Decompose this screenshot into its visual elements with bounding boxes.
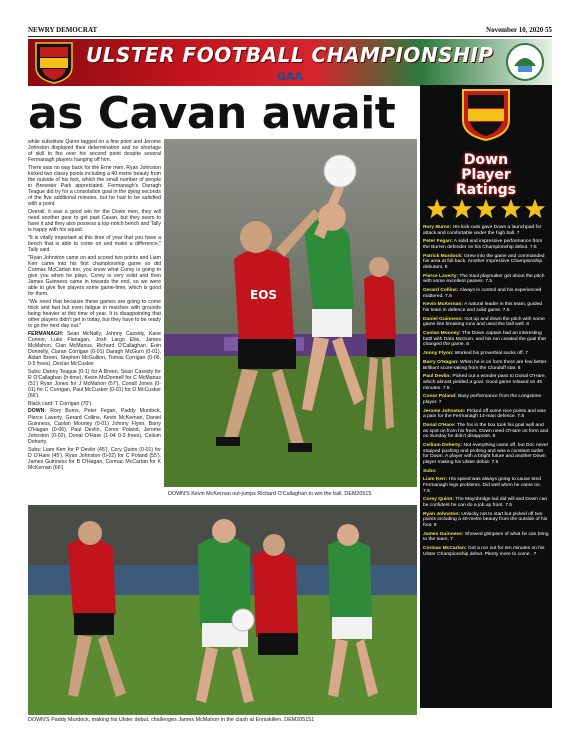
rating-entry (423, 331, 549, 348)
issue-date: November 10, 2020 55 (486, 26, 552, 34)
down-crest-icon (34, 41, 74, 84)
player-name: Liam Kerr: (423, 477, 448, 483)
article-paragraph: Overall, it was a good win for the Down men, they will need another gear to get past Cavan, but they seem to have it and they also possess a top-notch bench and Tally is happy with his squad. (28, 209, 161, 234)
second-photo-image (28, 505, 417, 715)
player-rating-text: The Saul playmaker got about the pitch with some excellent passes. 7.5 (423, 273, 545, 285)
player-name: Ceilium Doherty: (423, 443, 463, 449)
star-icon (451, 198, 473, 220)
player-name: Donal O'Hare: (423, 423, 456, 429)
player-rating-text: Worked his proverbial socks off. 7 (454, 351, 529, 357)
player-ratings-panel (420, 85, 552, 708)
player-name: Conor Poland: (423, 394, 457, 400)
player-name: Daniel Guinness: (423, 316, 463, 322)
player-rating-text: The Down captain had an interesting battl with Dara McGurn, and his run created the goal that changed the game. 8 (423, 331, 546, 348)
down-crest-icon (460, 87, 512, 141)
player-rating-text: Got a run out for ten minutes on his Ulster Championship debut. Plenty more to come . 7 (423, 546, 545, 557)
ratings-title-line: Ratings (455, 182, 517, 198)
player-name: Ryan Johnston: (423, 511, 460, 517)
rating-entry (423, 351, 549, 357)
player-rating-text: Grew into the game and commanded his area at full back. Another impressive Championship debutant. 8 (423, 253, 545, 270)
rating-entry (423, 374, 549, 391)
player-rating-text: A solid and impressive performance from the Burren defender on his Championship debut. 7.5 (423, 239, 543, 250)
banner-title: ULSTER FOOTBALL CHAMPIONSHIP (86, 43, 494, 67)
player-rating-text: Showed glimpses of what he can bring to the team. 7 (423, 531, 549, 543)
player-name: Peter Fegan: (423, 239, 453, 245)
rating-entry (423, 239, 549, 250)
rating-entry (423, 225, 549, 236)
ratings-title-line: Player (461, 167, 511, 183)
rating-entry (423, 360, 549, 371)
article-paragraph: "It is vitally important at this time of year that you have a bench that is able to come on and make a difference," Tally said. (28, 234, 161, 254)
rating-entry (423, 497, 549, 508)
star-icon (426, 198, 448, 220)
player-rating-text: Not everything came off, but Doc never stopped pushing and probing and was a constant outlet for Down. A player with a bright future and another Down player making his Ulster debut. 7.5 (423, 443, 549, 465)
rating-entry (423, 423, 549, 440)
rating-entry (423, 546, 549, 557)
player-name: Subs: (423, 468, 437, 474)
player-rating-text: Busy performance from the Longstone player. 7 (423, 394, 542, 405)
article-paragraph: "We need that because these games are going to come thick and fast but even fatigue in matches with grounds being heavier at this time of year. It is disappointing that other players didn't get in today, but they have to be ready to go the next day out." (28, 298, 161, 330)
player-name: Kevin McKernan: (423, 302, 463, 308)
newspaper-name: NEWRY DEMOCRAT (28, 26, 98, 34)
down-subs: Subs: Liam Kerr for P Devlin (45'), Cory Quinn (0-01) for D O'Hare (45'), Ryan Johnston (0-02) for C Poland (55'), James Guinness for B O'Hagan, Cormac McCartan for K McKernan (66'). (28, 446, 161, 471)
article-paragraph: "Ryan Johnston came on and scored two points and Liam Kerr came into his first championship game so did Cormac McCartan too, you know what Corey is going to give you when he plays. Corey is very solid and then James Guinness came in towards the end, so we were able to give five players some game-time, which is good for them. (28, 254, 161, 298)
rating-entry (423, 394, 549, 405)
gaa-logo: GAA (276, 70, 304, 83)
rating-entry (423, 512, 549, 529)
article-body (28, 139, 161, 529)
player-name: Jerome Johnston: (423, 408, 466, 414)
rating-entry (423, 302, 549, 313)
rating-entry (423, 288, 549, 299)
down-lineup (28, 408, 161, 445)
player-name: Jonny Flynn: (423, 351, 454, 357)
rating-entry (423, 469, 549, 475)
player-rating-text: A natural leader in this team, guided his team in defence and solid game. 7.5 (423, 302, 543, 314)
player-name: James Guinness: (423, 531, 464, 537)
headline: as Cavan await (28, 88, 396, 139)
player-rating-text: Always in control and his experienced mattered. 7.5 (423, 288, 542, 299)
main-photo-image (164, 139, 417, 487)
rating-entry (423, 317, 549, 328)
star-icon (524, 198, 546, 220)
masthead (28, 26, 552, 36)
article-paragraph: There was no way back for the Erne men, Ryan Johnston kicked two classy points including a 40-metre beauty from the outside of his foot, which the small number of people in Brewster Park appreciated. Fermanagh's Darragh Teague did try for a consolation goal in the dying seconds of the five additional minutes, but he had to be satisfied with a point. (28, 164, 161, 208)
rating-stars (426, 198, 546, 220)
rating-entry (423, 274, 549, 285)
rating-entry (423, 443, 549, 465)
second-photo-caption: DOWN'S Paddy Murdock, making his Ulster debut, challenges James McMahon in the clash at Enniskillen. DEM205151 (28, 717, 315, 723)
fermanagh-subs: Subs: Danny Teague (0-1) for A Breen, Sean Cassidy for R O'Callaghan (h-time), Kevin McDonnell for C McManus (51') Ryan Jones for J McMahon (57'), Conall Jones (0-01) for C Corrigan, Paul McCusker (0-01) for D McCusker (66'). (28, 368, 161, 400)
star-icon (475, 198, 497, 220)
player-name: Caolan Mooney: (423, 331, 461, 337)
player-rating-text: His speed was always going to cause tired Fermanagh legs problems. Did well when he came on. 7.5 (423, 477, 541, 494)
star-icon (500, 198, 522, 220)
fermanagh-label: FERMANAGH: (28, 330, 64, 337)
down-team: Rory Burns, Peter Fegan, Paddy Murdock, Pierce Laverty, Gerard Collins, Kevin McKernan, Daniel Guinness, Caolan Mooney (0-01) Johnny Flynn, Barry O'Hagan (0-06), Paul Devlin, Conor Poland, Jerome Johnston (0-02), Donal O'Hare (1-04 0-3 frees), Ceilum Doherty. (28, 408, 161, 445)
rating-entry (423, 254, 549, 271)
player-rating-text: His kick-outs gave Down a launchpad for attack and comfortable under the high ball. 7 (423, 225, 542, 236)
article-paragraph: while substitute Quinn tagged on a fine point and Jerome Johnston displayed their determination and no shortage of skill to fire over his second point despite several Fermanagh players hanging off him. (28, 139, 161, 164)
player-name: Rory Burns: (423, 225, 452, 230)
player-rating-text: Got up and down the pitch with some game line breaking runs and used the ball well. 8 (423, 316, 545, 328)
player-name: Patrick Murdock: (423, 253, 463, 259)
fermanagh-team: Sean McNally, Johnny Cassidy, Kane Connor, Luke Flanagan, Josh Largo Ellis, James McMahon, Cian McManus, Richard O'Callaghan, Eoin Donnelly, Ciaran Corrigan (0-01) Daragh McGurn (0-01), Aidan Breen, Stephen McGullion, Tomas Corrigan (0-06, 0-5 frees), Declan McCusker (28, 330, 161, 368)
shirt-sponsor: EOS (250, 288, 278, 302)
player-name: Corey Quinn: (423, 497, 454, 503)
main-photo-caption: DOWN'S Kevin McKernan out-jumps Richard O'Callaghan to win the ball. DEM20515 (168, 491, 372, 497)
second-match-photo (28, 505, 417, 715)
rating-entry (423, 532, 549, 543)
section-banner (28, 39, 552, 86)
fermanagh-crest-icon (506, 42, 544, 83)
down-label: DOWN: (28, 408, 47, 415)
ratings-title (420, 153, 552, 198)
ratings-list (423, 225, 549, 560)
player-rating-text: Picked out a wonder pass to Donal O'Hare, which almost yielded a goal. Good game relaxed on 45 minutes. 7.5 (423, 374, 546, 391)
player-rating-text: Picked off some nice points and was a pain for the Fermanagh 14-man defence. 7.5 (423, 408, 546, 420)
player-name: Gerard Collins: (423, 288, 459, 294)
rating-entry (423, 477, 549, 494)
player-name: Barry O'Hagan: (423, 359, 459, 365)
player-rating-text: The fox in the box took his goal well and as spot on from his frees. Down need O'Hare on form and on Sunday he didn't disappoint. 8 (423, 423, 549, 440)
player-name: Pierce Laverty: (423, 273, 459, 279)
fermanagh-card: Black card: T Corrigan (70'). (28, 400, 93, 407)
player-name: Cormac McCartan: (423, 546, 467, 552)
fermanagh-lineup (28, 331, 161, 368)
player-rating-text: Unlucky not to start but picked off two points including a 40-metre beauty from the outside of his foot. 8 (423, 511, 548, 528)
main-match-photo (164, 139, 417, 487)
masthead-rule (28, 36, 552, 37)
player-name: Paul Devlin: (423, 374, 451, 380)
player-rating-text: When he is on form there are few better. Brilliant score-taking from the Clonduff star. 8 (423, 359, 548, 371)
rating-entry (423, 409, 549, 420)
ratings-title-line: Down (463, 152, 509, 168)
player-rating-text: The Mayobridge lad did will and Down can be confident he can do a job up front. 7.5 (423, 497, 548, 508)
